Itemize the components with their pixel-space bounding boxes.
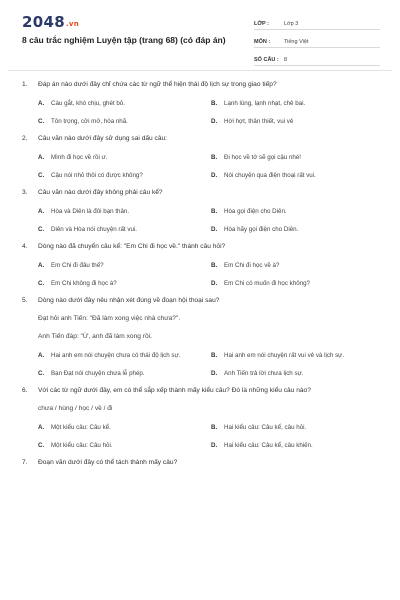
page-title: 8 câu trắc nghiệm Luyện tập (trang 68) (có đáp án) (22, 35, 226, 45)
option-text: Cáu gắt, khó chịu, ghét bỏ. (51, 100, 125, 107)
option-text: Em Chi đi học về à? (224, 262, 280, 269)
question-number: 3. (22, 189, 28, 196)
question-stem (22, 386, 380, 396)
answer-option-c[interactable] (38, 279, 211, 288)
option-text: Hai kiểu câu: Câu kể, câu khiến. (224, 442, 313, 449)
option-letter: C. (38, 442, 45, 449)
option-letter: D. (211, 226, 218, 233)
option-text: Hai anh em nói chuyện rất vui vẻ và lịch sự. (224, 352, 345, 359)
option-text: Hời hợt, thân thiết, vui vẻ (224, 118, 294, 125)
option-text: Một kiểu câu: Câu hỏi. (51, 442, 113, 449)
meta-value: Lớp 3 (284, 21, 299, 27)
logo-main: 2048 (22, 13, 65, 31)
answer-option-d[interactable] (211, 279, 384, 288)
option-text: Anh Tiến trả lời chưa lịch sự. (224, 370, 304, 377)
meta-label: LỚP : (254, 21, 269, 27)
option-letter: D. (211, 118, 218, 125)
option-text: Em Chi đi đâu thế? (51, 262, 104, 269)
answer-option-d[interactable] (211, 225, 384, 234)
question-number: 1. (22, 81, 28, 88)
option-letter: C. (38, 118, 45, 125)
question-stem (22, 458, 380, 468)
answer-options (38, 153, 400, 180)
header-divider (8, 70, 392, 71)
answer-option-b[interactable] (211, 261, 384, 270)
answer-option-b[interactable] (211, 99, 384, 108)
meta-label: MÔN : (254, 39, 271, 45)
question-number: 2. (22, 135, 28, 142)
logo-tld: .vn (65, 20, 80, 28)
question-stem (22, 134, 380, 144)
option-text: Lạnh lùng, lạnh nhạt, chê bai. (224, 100, 306, 107)
option-text: Mình đi học về rồi ư. (51, 154, 108, 161)
option-letter: B. (211, 262, 218, 269)
option-text: Hai anh em nói chuyện chưa có thái độ lịch sự. (51, 352, 181, 359)
question-item (0, 242, 400, 288)
question-passage-line: Đạt hỏi anh Tiến: "Đã làm xong việc nhà chưa?". (38, 315, 181, 322)
option-letter: B. (211, 208, 218, 215)
option-letter: D. (211, 280, 218, 287)
question-number: 5. (22, 297, 28, 304)
meta-row (254, 50, 380, 66)
answer-option-b[interactable] (211, 153, 384, 162)
option-text: Hai kiểu câu: Câu kể, câu hỏi. (224, 424, 307, 431)
option-letter: D. (211, 442, 218, 449)
answer-option-a[interactable] (38, 351, 211, 360)
option-text: Đi học về tớ sẽ gọi cậu nhé! (224, 154, 301, 161)
option-letter: A. (38, 100, 45, 107)
option-text: Hòa hãy gọi điện cho Diên. (224, 226, 299, 233)
answer-option-b[interactable] (211, 207, 384, 216)
answer-option-c[interactable] (38, 117, 211, 126)
meta-box (254, 14, 380, 68)
meta-value: Tiếng Việt (284, 39, 309, 45)
answer-options (38, 207, 400, 234)
answer-option-a[interactable] (38, 261, 211, 270)
question-text: Dòng nào dưới đây nêu nhận xét đúng về đoạn hội thoại sau? (38, 297, 220, 304)
question-item (0, 80, 400, 126)
option-letter: B. (211, 154, 218, 161)
answer-option-d[interactable] (211, 369, 384, 378)
question-passage-line: Anh Tiến đáp: "Ừ, anh đã làm xong rồi. (38, 333, 152, 340)
option-letter: B. (211, 100, 218, 107)
question-item (0, 296, 400, 378)
answer-option-c[interactable] (38, 171, 211, 180)
question-number: 4. (22, 243, 28, 250)
option-letter: A. (38, 154, 45, 161)
page-header (0, 0, 400, 63)
question-item (0, 386, 400, 450)
option-letter: A. (38, 208, 45, 215)
option-letter: C. (38, 280, 45, 287)
option-text: Bạn Đạt nói chuyện chưa lễ phép. (51, 370, 145, 377)
question-number: 7. (22, 459, 28, 466)
option-letter: C. (38, 370, 45, 377)
question-stem (22, 242, 380, 252)
question-text: Câu văn nào dưới đây không phải câu kể? (38, 189, 163, 196)
option-text: Em Chi có muốn đi học không? (224, 280, 310, 287)
question-passage-line: chưa / hùng / học / về / đi (38, 405, 113, 412)
answer-option-d[interactable] (211, 171, 384, 180)
answer-options (38, 261, 400, 288)
answer-option-c[interactable] (38, 369, 211, 378)
option-text: Nói chuyện qua điện thoại rất vui. (224, 172, 316, 179)
option-letter: B. (211, 424, 218, 431)
meta-label: SỐ CÂU : (254, 57, 279, 63)
question-item (0, 188, 400, 234)
question-stem (22, 188, 380, 198)
answer-options (38, 423, 400, 450)
answer-option-c[interactable] (38, 441, 211, 450)
question-stem (22, 80, 380, 90)
option-letter: D. (211, 172, 218, 179)
answer-option-d[interactable] (211, 117, 384, 126)
option-letter: D. (211, 370, 218, 377)
question-text: Đáp án nào dưới đây chỉ chứa các từ ngữ thể hiện thái độ lịch sự trong giao tiếp? (38, 81, 277, 88)
question-text: Dòng nào đã chuyển câu kể: "Em Chi đi học về." thành câu hỏi? (38, 243, 226, 250)
question-number: 6. (22, 387, 28, 394)
answer-option-c[interactable] (38, 225, 211, 234)
meta-row (254, 32, 380, 48)
option-letter: A. (38, 352, 45, 359)
site-logo[interactable] (22, 13, 79, 31)
question-item (0, 458, 400, 468)
answer-option-d[interactable] (211, 441, 384, 450)
answer-option-b[interactable] (211, 423, 384, 432)
meta-row (254, 14, 380, 30)
option-letter: A. (38, 262, 45, 269)
option-letter: A. (38, 424, 45, 431)
option-text: Một kiểu câu: Câu kể. (51, 424, 111, 431)
answer-option-b[interactable] (211, 351, 384, 360)
option-letter: C. (38, 226, 45, 233)
option-text: Hòa gọi điện cho Diên. (224, 208, 287, 215)
option-letter: C. (38, 172, 45, 179)
option-letter: B. (211, 352, 218, 359)
option-text: Hòa và Diên là đôi bạn thân. (51, 208, 130, 215)
meta-value: 8 (284, 57, 288, 63)
answer-option-a[interactable] (38, 99, 211, 108)
question-list (0, 80, 400, 476)
question-text: Với các từ ngữ dưới đây, em có thể sắp xếp thành mấy kiểu câu? Đó là những kiểu câu nào? (38, 387, 311, 394)
answer-option-a[interactable] (38, 153, 211, 162)
question-text: Câu văn nào dưới đây sử dụng sai dấu câu: (38, 135, 167, 142)
option-text: Cậu nói nhỏ thôi có được không? (51, 172, 143, 179)
option-text: Em Chi không đi học à? (51, 280, 117, 287)
option-text: Diên và Hòa nói chuyện rất vui. (51, 226, 137, 233)
answer-options (38, 99, 400, 126)
answer-option-a[interactable] (38, 423, 211, 432)
question-stem (22, 296, 380, 306)
answer-option-a[interactable] (38, 207, 211, 216)
option-text: Tôn trọng, cởi mở, hòa nhã. (51, 118, 128, 125)
question-item (0, 134, 400, 180)
question-text: Đoạn văn dưới đây có thể tách thành mấy câu? (38, 459, 178, 466)
answer-options (38, 351, 400, 378)
